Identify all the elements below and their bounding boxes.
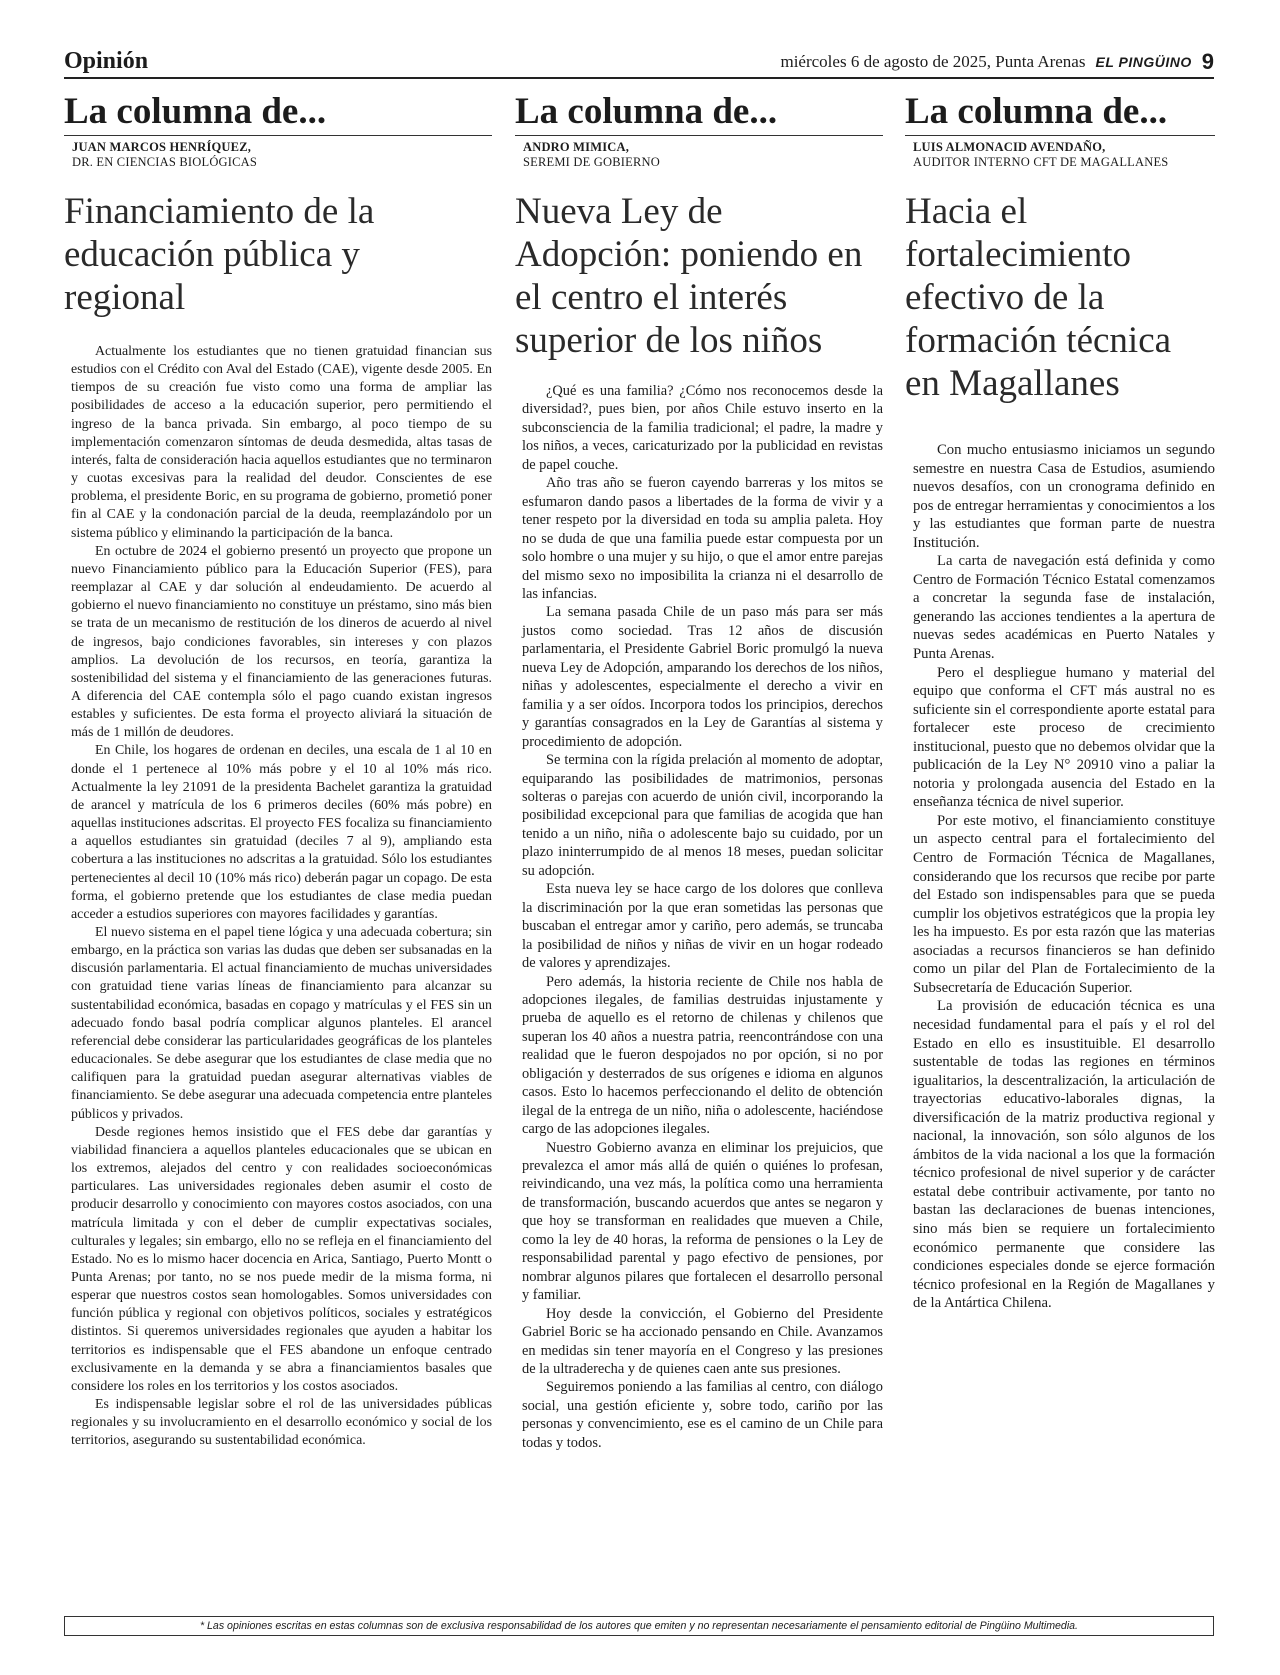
column-1 (64, 90, 492, 1451)
paragraph: ¿Qué es una familia? ¿Cómo nos reconocemos desde la diversidad?, pues bien, por años Chile estuvo inserto en la subconsciencia de la familia tradicional; el padre, la madre y los niños, a veces, caricaturizado por la publicidad en revistas de papel couche. (522, 383, 883, 473)
paragraph: Con mucho entusiasmo iniciamos un segundo semestre en nuestra Casa de Estudios, asumiendo nuevos desafíos, con un cronograma definido en pos de entregar herramientas y conocimientos a los y las estudiantes que forman parte de nuestra Institución. (913, 442, 1215, 551)
paragraph: Pero además, la historia reciente de Chile nos habla de adopciones ilegales, de familias destruidas injustamente y prueba de aquello es el retorno de chilenas y chilenos que superan los 40 años a nuestra patria, reencontrándose con una realidad que le fueron despojados no por opción, si no por obligación y desterrados de sus orígenes e idioma en algunos casos. Esto lo hacemos perfeccionando el delito de obtención ilegal de la entrega de un niño, niña o adolescente, haciéndose cargo de las adopciones ilegales. (522, 973, 883, 1138)
author-role: SEREMI DE GOBIERNO (523, 155, 660, 169)
article-body (64, 343, 492, 1451)
paragraph: Pero el despliegue humano y material del equipo que conforma el CFT más austral no es suficiente sin el correspondiente aporte estatal para fortalecer este proceso de crecimiento institucional, puesto que no debemos olvidar que la publicación de la Ley N° 20910 vino a paliar la notoria y prolongada ausencia del Estado en la enseñanza técnica de nivel superior. (913, 664, 1215, 811)
author-block (905, 140, 1215, 170)
column-rule (515, 135, 883, 136)
newspaper-logo: EL PINGÜINO (1095, 54, 1192, 70)
article-body (515, 382, 883, 1452)
paragraph: En Chile, los hogares de ordenan en deciles, una escala de 1 al 10 en donde el 1 pertenece al 10% más pobre y el 10 al 10% más rico. Actualmente la ley 21091 de la presidenta Bachelet garantiza la gratuidad de arancel y matrícula de los 6 primeros deciles (60% más pobre) en aquellas instituciones adscritas. El proyecto FES focaliza su financiamiento a aquellos estudiantes sin gratuidad (deciles 7 al 9), ampliando esta cobertura a las instituciones no adscritas a la gratuidad. Sólo los estudiantes pertenecientes al decil 10 (10% más rico) deberán pagar un copago. De esta forma, el gobierno pretende que los estudiantes de clase media puedan acceder a estudios superiores con mayores facilidades y garantías. (71, 743, 492, 922)
article-headline: Financiamiento de la educación pública y regional (64, 191, 375, 318)
paragraph: Por este motivo, el financiamiento constituye un aspecto central para el fortalecimiento del Centro de Formación Técnica de Magallanes, considerando que los recursos que recibe por parte del Estado son indispensables para que se pueda cumplir los objetivos estratégicos que la propia ley les ha impuesto. Es por esta razón que las materias asociadas a recursos financieros se han definido como un pilar del Plan de Fortalecimiento de la Subsecretaría de Educación Superior. (913, 812, 1215, 996)
author-block (515, 140, 883, 170)
column-label: La columna de... (515, 91, 778, 132)
header-meta (780, 49, 1214, 75)
paragraph: Se termina con la rígida prelación al momento de adoptar, equiparando las posibilidades de matrimonios, personas solteras o parejas con acuerdo de unión civil, incorporando la posibilidad excepcional para que familias de acogida que han tenido a un niño, niña o adolescente bajo su cuidado, por un plazo ininterrumpido de al menos 18 meses, puedan solicitar su adopción. (522, 752, 883, 879)
paragraph: Año tras año se fueron cayendo barreras y los mitos se esfumaron dando pasos a libertades de la forma de vivir y a tener respeto por la diversidad en toda su amplia paleta. Hoy no se duda de que una familia puede estar compuesta por un solo hombre o una mujer y su hijo, o que el amor entre parejas del mismo sexo no imposibilita la crianza ni el desarrollo de las infancias. (522, 475, 883, 602)
section-title: Opinión (64, 48, 149, 74)
column-2 (515, 90, 883, 1452)
column-label: La columna de... (64, 91, 327, 132)
column-label: La columna de... (905, 91, 1168, 132)
paragraph: Esta nueva ley se hace cargo de los dolores que conlleva la discriminación por la que eran sometidas las personas que buscaban el entregar amor y cariño, pero además, se truncaba la posibilidad de niños y niñas de vivir en un hogar rodeado de valores y aprendizajes. (522, 881, 883, 972)
page-number: 9 (1201, 49, 1214, 74)
paragraph: Desde regiones hemos insistido que el FES debe dar garantías y viabilidad financiera a aquellos planteles educacionales que se ubican en los extremos, alejados del centro y con realidades socioeconómicas particulares. Las universidades regionales deben asumir el costo de producir desarrollo y conocimiento con mayores costos asociados, con una matrícula limitada y con el deber de cumplir expectativas sociales, culturales y legales; sin embargo, ello no se refleja en el financiamiento del Estado. No es lo mismo hacer docencia en Arica, Santiago, Puerto Montt o Punta Arenas; por tanto, no se nos puede medir de la misma forma, ni esperar que nuestros costos sean homologables. Somos universidades con función pública y regional con objetivos políticos, sociales y estratégicos distintos. Si queremos universidades regionales que ayuden a habitar los territorios es indispensable que el FES abandone un enfoque centrado exclusivamente en la demanda y se abra a financiamientos basales que considere los roles en los territorios y los costos asociados. (71, 1124, 492, 1394)
date-place: miércoles 6 de agosto de 2025, Punta Arenas (780, 52, 1086, 71)
paragraph: La carta de navegación está definida y como Centro de Formación Técnico Estatal comenzamos a concretar la segunda fase de instalación, generando las acciones tendientes a la apertura de nuevas sedes académicas en Puerto Natales y Punta Arenas. (913, 553, 1215, 663)
article-body (905, 441, 1215, 1313)
paragraph: Nuestro Gobierno avanza en eliminar los prejuicios, que prevalezca el amor más allá de quién o quiénes lo profesan, reivindicando, una vez más, la política como una herramienta de transformación, buscando acuerdos que antes se negaron y que hoy se transforman en realidades que mueven a Chile, como la ley de 40 horas, la reforma de pensiones o la Ley de responsabilidad parental y pago efectivo de pensiones, por nombrar algunos pilares que fortalecen el desarrollo personal y familiar. (522, 1139, 883, 1304)
paragraph: Seguiremos poniendo a las familias al centro, con diálogo social, una gestión eficiente y, sobre todo, cariño por las personas y convencimiento, ese es el camino de un Chile para todas y todos. (522, 1379, 883, 1451)
paragraph: Hoy desde la convicción, el Gobierno del Presidente Gabriel Boric se ha accionado pensando en Chile. Avanzamos en medidas sin tener mayoría en el Congreso y las presiones de la ultraderecha y de quienes caen ante sus presiones. (522, 1305, 883, 1378)
author-name: JUAN MARCOS HENRÍQUEZ, (72, 140, 252, 154)
header-rule (64, 77, 1214, 79)
column-rule (905, 135, 1215, 136)
paragraph: La provisión de educación técnica es una necesidad fundamental para el país y el rol del Estado en ello es insustituible. El desarrollo sustentable de todas las regiones en términos igualitarios, la descentralización, la articulación de trayectorias educativo-laborales dignas, la diversificación de la matriz productiva regional y nacional, la innovación, son sólo algunos de los ámbitos de la vida nacional a los que la formación técnico profesional de nivel superior y de carácter estatal debe contribuir activamente, por tanto no bastan las declaraciones de buenas intenciones, sino más bien se requiere un fortalecimiento económico permanente que considere las condiciones especiales donde se ejerce formación técnico profesional en la Región de Magallanes y de la Antártica Chilena. (913, 998, 1215, 1312)
author-name: LUIS ALMONACID AVENDAÑO, (913, 140, 1106, 154)
paragraph: En octubre de 2024 el gobierno presentó un proyecto que propone un nuevo Financiamiento público para la Educación Superior (FES), para reemplazar al CAE y dar solución al endeudamiento. De acuerdo al gobierno el nuevo financiamiento no constituye un préstamo, sino más bien se trata de un mecanismo de restitución de los dineros de acuerdo al nivel de ingresos, bajo condiciones favorables, sin intereses y con plazos amplios. La devolución de los recursos, en teoría, garantiza la sostenibilidad del sistema y el financiamiento de las generaciones futuras. A diferencia del CAE contempla sólo el pago cuando existan ingresos estables y suficientes. De esta forma el proyecto aliviará la situación de más de 1 millón de deudores. (71, 543, 492, 741)
disclaimer-box: * Las opiniones escritas en estas columnas son de exclusiva responsabilidad de los autores que emiten y no representan necesariamente el pensamiento editorial de Pingüino Multimedia. (64, 1616, 1214, 1636)
paragraph: Es indispensable legislar sobre el rol de las universidades públicas regionales y su involucramiento en el desarrollo económico y social de los territorios, asegurando su sustentabilidad económica. (71, 1397, 492, 1449)
author-block (64, 140, 492, 170)
paragraph: Actualmente los estudiantes que no tienen gratuidad financian sus estudios con el Crédito con Aval del Estado (CAE), vigente desde 2005. En tiempos de su creación fue visto como una forma de ampliar las posibilidades de acceso a la educación superior, pero permitiendo el ingreso de la banca privada. Sin embargo, al poco tiempo de su implementación comenzaron síntomas de deuda desmedida, altas tasas de interés, falta de consideración hacia aquellos estudiantes que no terminaron y cuotas excesivas para la realidad del deudor. Conscientes de ese problema, el presidente Boric, en su programa de gobierno, prometió poner fin al CAE y la condonación parcial de la deuda, reemplazándolo por un sistema público y eliminando la participación de la banca. (71, 344, 492, 541)
article-headline: Nueva Ley de Adopción: poniendo en el centro el interés superior de los niños (515, 191, 863, 361)
author-name: ANDRO MIMICA, (523, 140, 630, 154)
author-role: DR. EN CIENCIAS BIOLÓGICAS (72, 155, 258, 169)
column-rule (64, 135, 492, 136)
paragraph: El nuevo sistema en el papel tiene lógica y una adecuada cobertura; sin embargo, en la práctica son varias las dudas que deben ser subsanadas en la discusión parlamentaria. El actual financiamiento de muchas universidades con gratuidad tiene varias líneas de financiamiento para alcanzar su sustentabilidad económica, basadas en copago y matrículas y el FES sin un adecuado fondo basal podría complicar algunos planteles. El arancel referencial debe considerar las particularidades geográficas de los planteles educacionales. Se debe asegurar que los estudiantes de clase media que no califiquen para la gratuidad puedan asegurar alternativas viables de financiamiento. Se debe asegurar una adecuada competencia entre planteles públicos y privados. (71, 925, 492, 1122)
article-headline: Hacia el fortalecimiento efectivo de la formación técnica en Magallanes (905, 191, 1172, 404)
column-3 (905, 90, 1215, 1313)
paragraph: La semana pasada Chile de un paso más para ser más justos como sociedad. Tras 12 años de discusión parlamentaria, el Presidente Gabriel Boric promulgó la nueva nueva Ley de Adopción, amparando los derechos de los niños, niñas y adolescentes, especialmente el derecho a vivir en familia y a ser oídos. Incorpora todos los principios, derechos y garantías consagrados en la Ley de Garantías al sistema y procedimiento de adopción. (522, 604, 883, 750)
page-header (64, 46, 1214, 78)
author-role: AUDITOR INTERNO CFT DE MAGALLANES (913, 155, 1169, 169)
